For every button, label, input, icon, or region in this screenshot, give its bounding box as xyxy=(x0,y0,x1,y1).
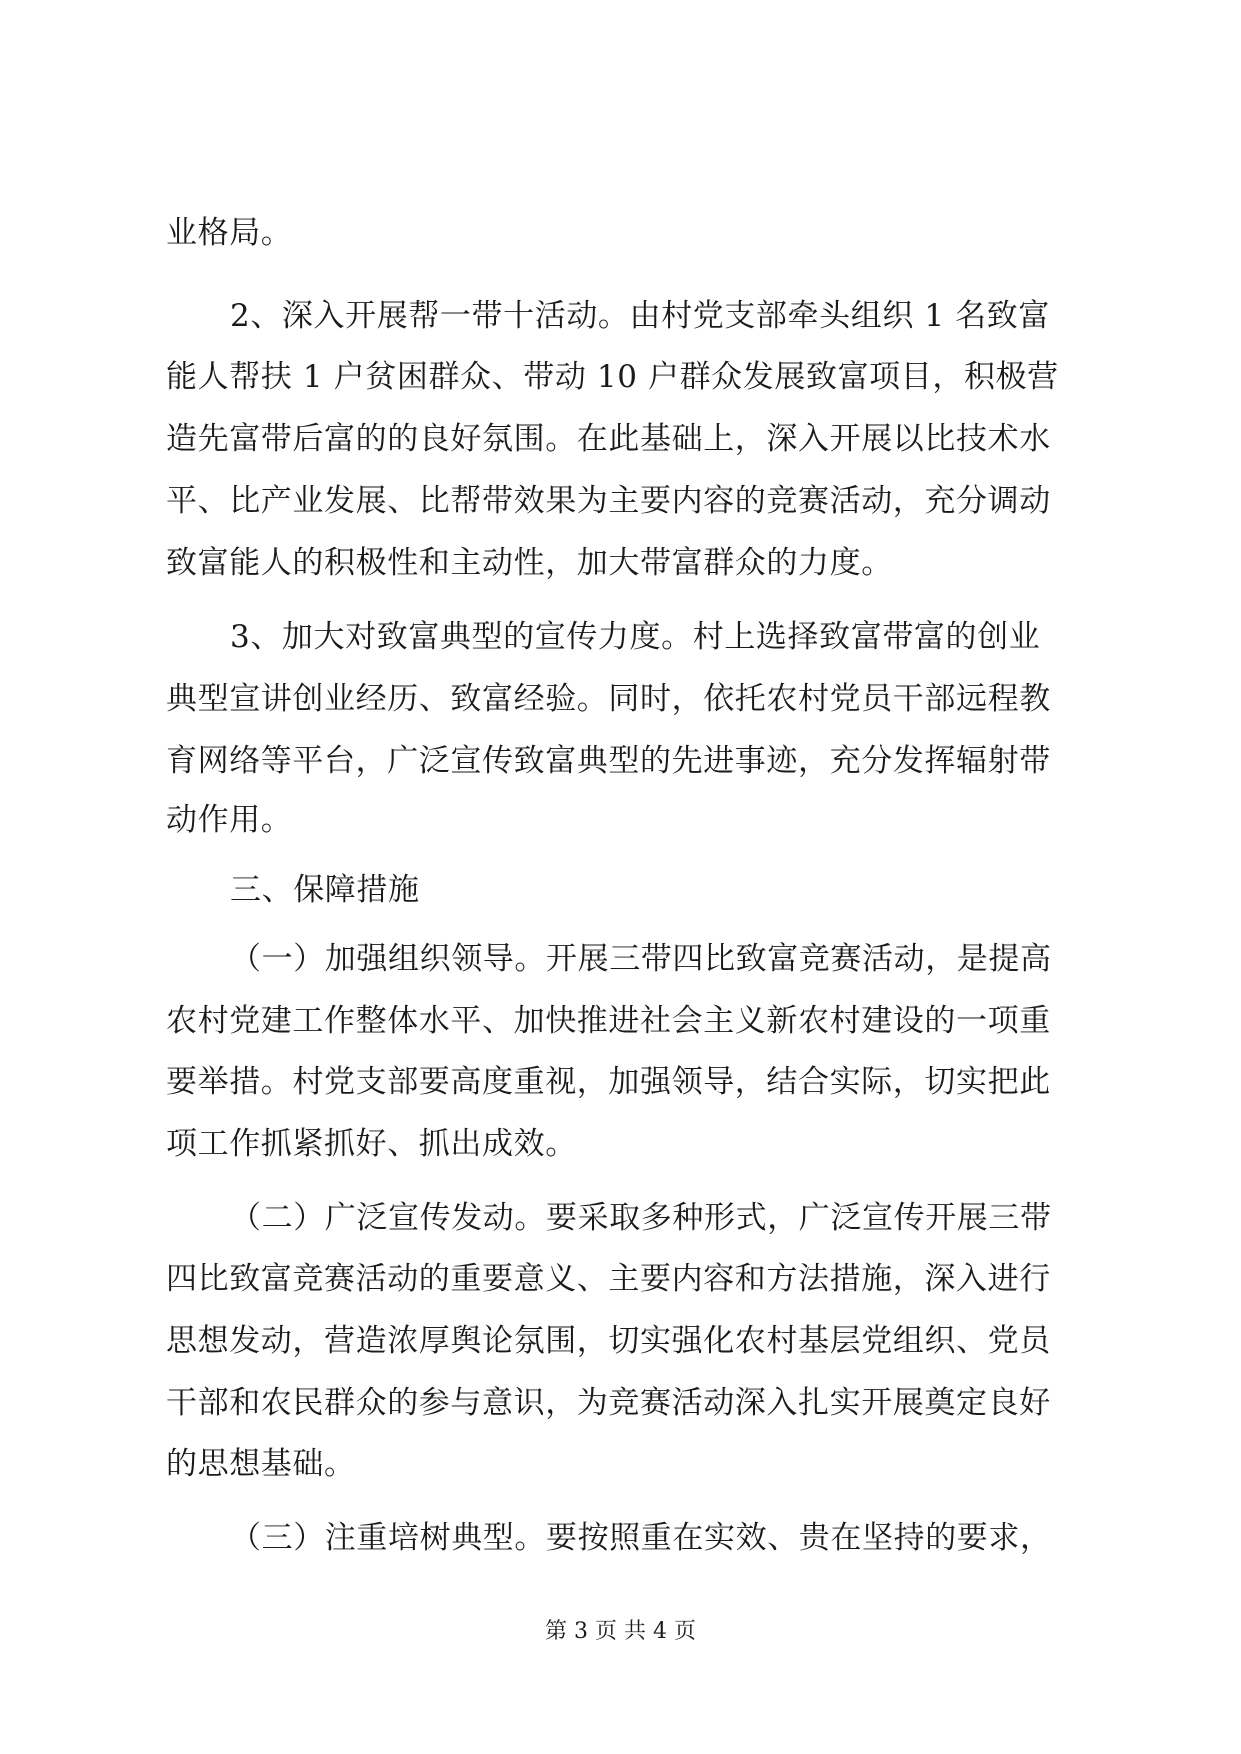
text-line: 能人帮扶 1 户贫困群众、带动 10 户群众发展致富项目，积极营 xyxy=(166,359,1059,395)
text-line: 2、深入开展帮一带十活动。由村党支部牵头组织 1 名致富 xyxy=(230,298,1050,334)
text-line: （一）加强组织领导。开展三带四比致富竞赛活动，是提高 xyxy=(230,941,1052,977)
text-line: （二）广泛宣传发动。要采取多种形式，广泛宣传开展三带 xyxy=(230,1200,1052,1236)
text-line: 农村党建工作整体水平、加快推进社会主义新农村建设的一项重 xyxy=(166,1003,1051,1039)
text-line: （三）注重培树典型。要按照重在实效、贵在坚持的要求， xyxy=(230,1520,1052,1556)
text-line: 致富能人的积极性和主动性，加大带富群众的力度。 xyxy=(166,545,893,581)
text-line: 业格局。 xyxy=(166,215,293,251)
text-line: 平、比产业发展、比帮带效果为主要内容的竞赛活动，充分调动 xyxy=(166,483,1051,519)
text-line: 动作用。 xyxy=(166,802,293,838)
text-line: 四比致富竞赛活动的重要意义、主要内容和方法措施，深入进行 xyxy=(166,1261,1051,1297)
text-line: 典型宣讲创业经历、致富经验。同时，依托农村党员干部远程教 xyxy=(166,681,1051,717)
text-line: 育网络等平台，广泛宣传致富典型的先进事迹，充分发挥辐射带 xyxy=(166,743,1051,779)
text-line: 3、加大对致富典型的宣传力度。村上选择致富带富的创业 xyxy=(230,619,1041,655)
section-heading: 三、保障措施 xyxy=(230,872,420,908)
page-number-footer: 第 3 页 共 4 页 xyxy=(545,1619,696,1644)
text-line: 思想发动，营造浓厚舆论氛围，切实强化农村基层党组织、党员 xyxy=(166,1323,1051,1359)
text-line: 造先富带后富的的良好氛围。在此基础上，深入开展以比技术水 xyxy=(166,421,1051,457)
text-line: 干部和农民群众的参与意识，为竞赛活动深入扎实开展奠定良好 xyxy=(166,1385,1051,1421)
text-line: 要举措。村党支部要高度重视，加强领导，结合实际，切实把此 xyxy=(166,1064,1051,1100)
text-line: 项工作抓紧抓好、抓出成效。 xyxy=(166,1126,577,1162)
text-line: 的思想基础。 xyxy=(166,1446,356,1482)
